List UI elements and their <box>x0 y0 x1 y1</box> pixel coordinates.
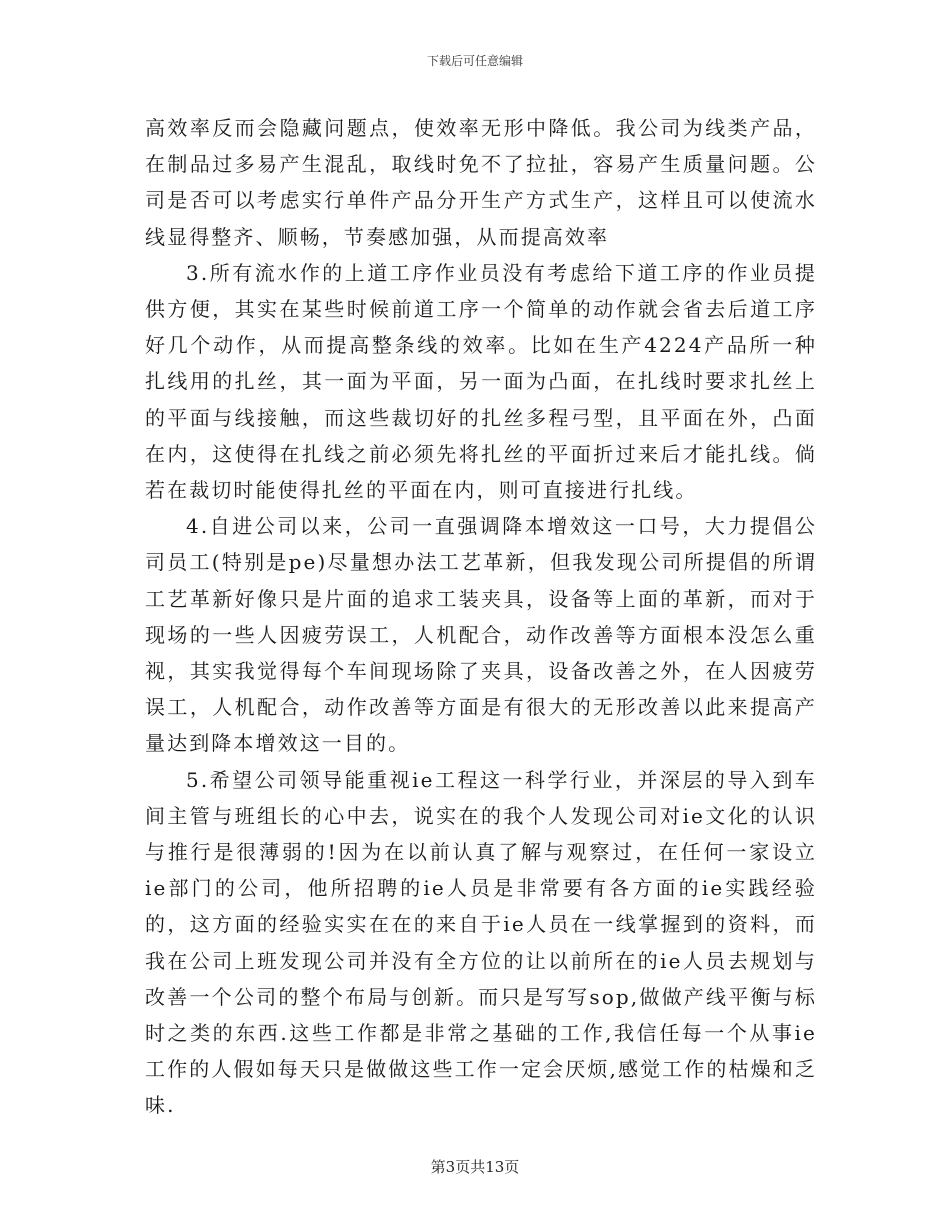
page-header: 下载后可任意编辑 <box>426 54 523 68</box>
document-body <box>145 110 817 1124</box>
paragraph-item-5: 5.希望公司领导能重视ie工程这一科学行业，并深层的导入到车间主管与班组长的心中去，说实在的我个人发现公司对ie文化的认识与推行是很薄弱的!因为在以前认真了解与观察过，在任何一家设立ie部门的公司，他所招聘的ie人员是非常要有各方面的ie实践经验的，这方面的经验实实在在的来自于ie人员在一线掌握到的资料，而我在公司上班发现公司并没有全方位的让以前所在的ie人员去规划与改善一个公司的整个布局与创新。而只是写写sop,做做产线平衡与标时之类的东西.这些工作都是非常之基础的工作,我信任每一个从事ie工作的人假如每天只是做做这些工作一定会厌烦,感觉工作的枯燥和乏味. <box>145 767 817 1118</box>
paragraph-continuation: 高效率反而会隐藏问题点，使效率无形中降低。我公司为线类产品，在制品过多易产生混乱，取线时免不了拉扯，容易产生质量问题。公司是否可以考虑实行单件产品分开生产方式生产，这样且可以使流水线显得整齐、顺畅，节奏感加强，从而提高效率 <box>145 116 817 249</box>
paragraph-item-3: 3.所有流水作的上道工序作业员没有考虑给下道工序的作业员提供方便，其实在某些时候前道工序一个简单的动作就会省去后道工序好几个动作，从而提高整条线的效率。比如在生产4224产品所一种扎线用的扎丝，其一面为平面，另一面为凸面，在扎线时要求扎丝上的平面与线接触，而这些裁切好的扎丝多程弓型，且平面在外，凸面在内，这使得在扎线之前必须先将扎丝的平面折过来后才能扎线。倘若在裁切时能使得扎丝的平面在内，则可直接进行扎线。 <box>145 260 817 503</box>
page-footer: 第3页共13页 <box>430 1158 520 1176</box>
paragraph-item-4: 4.自进公司以来，公司一直强调降本增效这一口号，大力提倡公司员工(特别是pe)尽量想办法工艺革新，但我发现公司所提倡的所谓工艺革新好像只是片面的追求工装夹具，设备等上面的革新，而对于现场的一些人因疲劳误工，人机配合，动作改善等方面根本没怎么重视，其实我觉得每个车间现场除了夹具，设备改善之外，在人因疲劳误工，人机配合，动作改善等方面是有很大的无形改善以此来提高产量达到降本增效这一目的。 <box>145 514 817 756</box>
